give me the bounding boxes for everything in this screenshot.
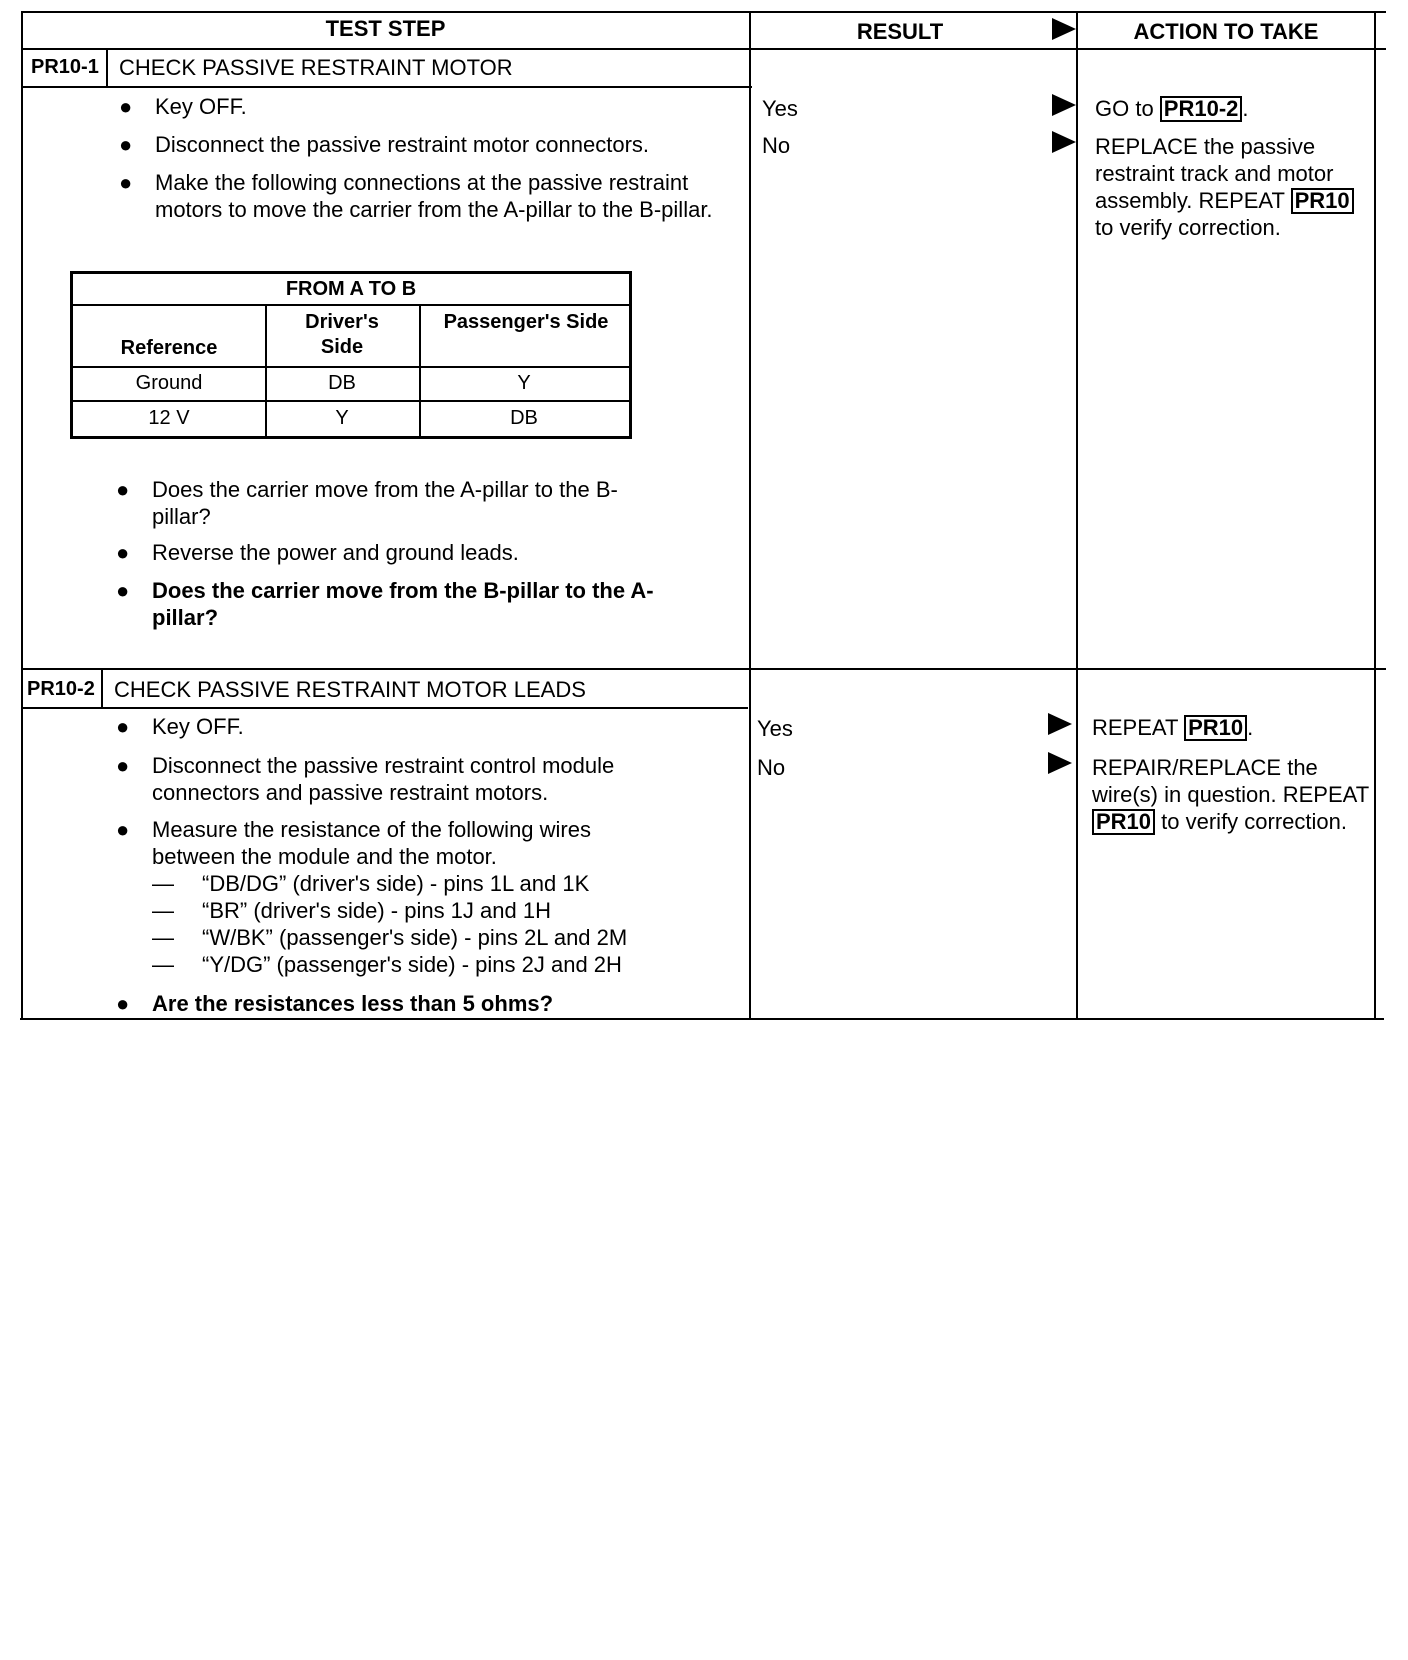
bullet-icon: ● — [116, 817, 130, 842]
dash-icon: — — [152, 871, 174, 896]
table-cell: DB — [328, 372, 356, 394]
bullet-icon: ● — [116, 578, 130, 603]
column-header: Passenger's Side — [443, 311, 609, 333]
connection-table-title: FROM A TO B — [285, 278, 417, 300]
step-divider — [22, 668, 1386, 670]
action-text: GO to PR10-2 . — [1095, 96, 1249, 121]
step-reference[interactable]: PR10 — [1291, 188, 1354, 214]
arrow-icon — [1052, 94, 1076, 116]
step-reference[interactable]: PR10 — [1184, 715, 1247, 741]
bullet-icon: ● — [116, 714, 130, 739]
column-header: Reference — [120, 337, 218, 359]
connection-table — [70, 271, 632, 439]
result-yes: Yes — [757, 716, 793, 741]
list-item: ● Key OFF. — [116, 714, 244, 739]
dash-icon: — — [152, 925, 174, 950]
list-item: ● Does the carrier move from the B-pillar to the A-pillar? — [116, 578, 654, 630]
arrow-icon — [1052, 131, 1076, 153]
arrow-icon — [1048, 713, 1072, 735]
wire-item: — “W/BK” (passenger's side) - pins 2L and 2M — [152, 925, 628, 950]
action-text: REPLACE the passive restraint track and motor assembly. REPEAT PR10 to verify correction. — [1095, 133, 1375, 241]
header-action: ACTION TO TAKE — [1133, 19, 1319, 44]
left-border — [21, 11, 23, 1020]
list-item: ● Make the following connections at the passive restraint motors to move the carrier from the A-pillar to the B-pillar. — [119, 170, 713, 222]
wire-item: — “BR” (driver's side) - pins 1J and 1H — [152, 898, 551, 923]
bullet-icon: ● — [119, 170, 133, 195]
header-arrow-icon — [1052, 18, 1076, 40]
dash-icon: — — [152, 952, 174, 977]
list-item: ● Disconnect the passive restraint motor connectors. — [119, 132, 650, 157]
dash-icon: — — [152, 898, 174, 923]
action-column-border — [1076, 11, 1078, 1020]
action-text: REPAIR/REPLACE the wire(s) in question. REPEAT PR10 to verify correction. — [1092, 755, 1369, 834]
bullet-icon: ● — [119, 132, 133, 157]
result-no: No — [757, 755, 786, 780]
list-item: ● Disconnect the passive restraint control module connectors and passive restraint motors. — [116, 753, 615, 805]
table-bottom-border — [20, 1018, 1384, 1020]
wire-item: — “DB/DG” (driver's side) - pins 1L and 1K — [152, 871, 590, 896]
list-item: ● Key OFF. — [119, 94, 247, 119]
list-item: ● Are the resistances less than 5 ohms? — [116, 991, 554, 1016]
table-top-border — [22, 11, 1386, 13]
table-cell: 12 V — [148, 407, 190, 429]
step-id: PR10-2 — [27, 678, 95, 700]
step-title: CHECK PASSIVE RESTRAINT MOTOR — [119, 55, 513, 80]
list-item: ● Reverse the power and ground leads. — [116, 540, 519, 565]
step-title: CHECK PASSIVE RESTRAINT MOTOR LEADS — [114, 677, 586, 702]
bullet-icon: ● — [116, 540, 130, 565]
arrow-icon — [1048, 752, 1072, 774]
result-column-border — [749, 11, 751, 1020]
header-bottom-border — [22, 48, 1386, 50]
table-cell: DB — [510, 407, 538, 429]
action-text: REPEAT PR10 . — [1092, 715, 1254, 740]
table-cell: Ground — [135, 372, 203, 394]
step-reference[interactable]: PR10-2 — [1160, 96, 1243, 122]
step1-id-divider — [106, 48, 108, 86]
bullet-icon: ● — [116, 991, 130, 1016]
wire-item: — “Y/DG” (passenger's side) - pins 2J and 2H — [152, 952, 622, 977]
step1-title-bottom-border — [22, 86, 752, 88]
result-yes: Yes — [762, 96, 798, 121]
header-result: RESULT — [856, 19, 944, 44]
list-item: ● Measure the resistance of the following wires between the module and the motor. — [116, 817, 591, 869]
column-header: Driver's Side — [305, 311, 379, 358]
list-item: ● Does the carrier move from the A-pillar to the B-pillar? — [116, 477, 618, 529]
step2-title-bottom-border — [22, 707, 748, 709]
result-no: No — [762, 133, 791, 158]
step2-id-divider — [101, 668, 103, 707]
table-cell: Y — [335, 407, 349, 429]
bullet-icon: ● — [116, 753, 130, 778]
bullet-icon: ● — [119, 94, 133, 119]
header-test-step: TEST STEP — [325, 16, 446, 41]
step-id: PR10-1 — [31, 56, 99, 78]
table-cell: Y — [517, 372, 531, 394]
bullet-icon: ● — [116, 477, 130, 502]
step-reference[interactable]: PR10 — [1092, 809, 1155, 835]
